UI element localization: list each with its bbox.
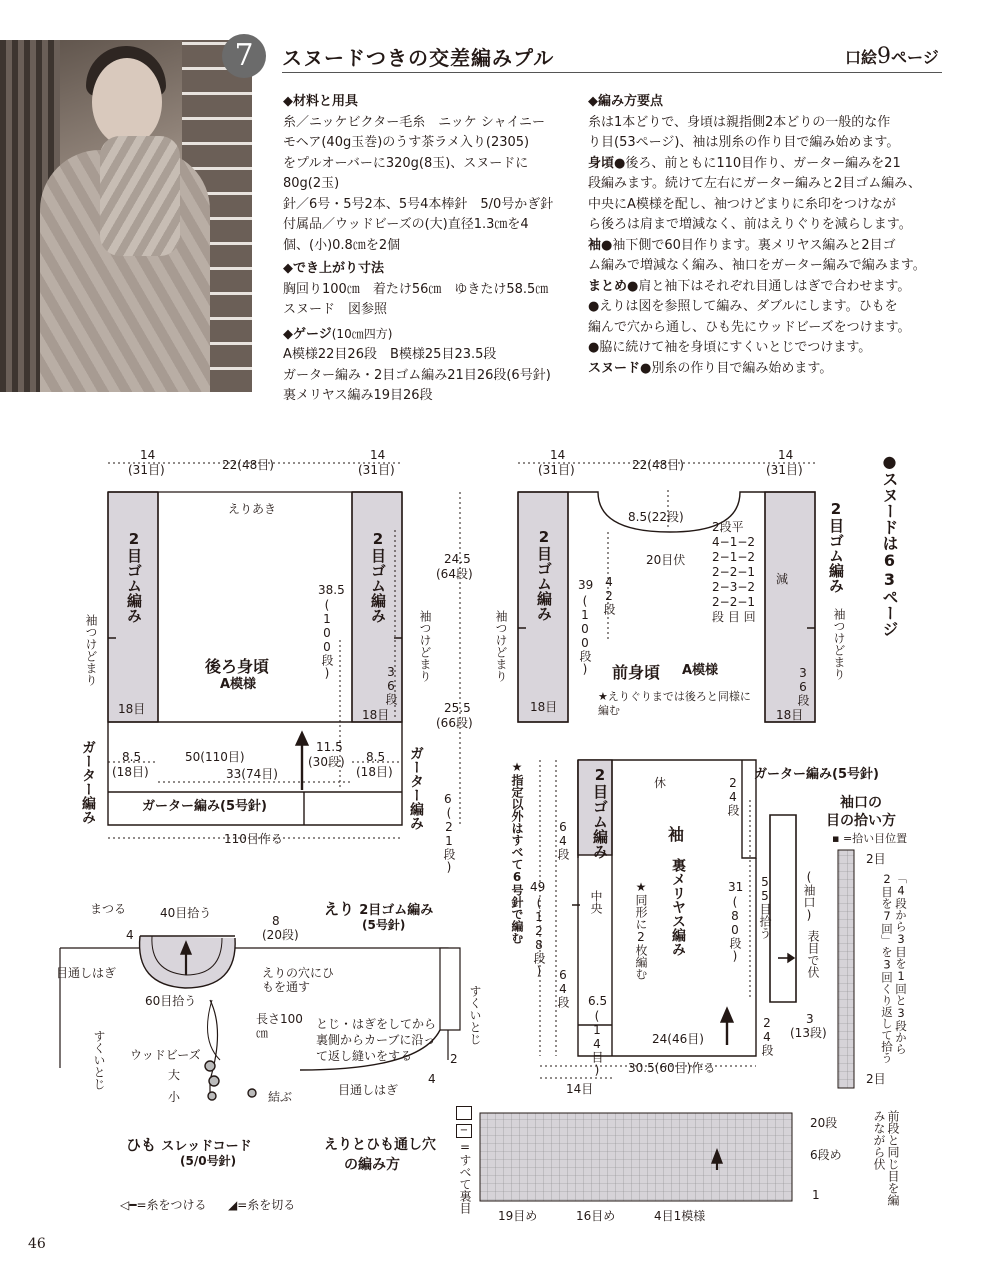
materials-line: 80g(2玉) bbox=[283, 176, 340, 191]
chart-legend-purl-icon: − bbox=[456, 1124, 472, 1138]
sleeve-name: 袖 bbox=[668, 825, 685, 844]
back-s18-right: 18目 bbox=[362, 708, 390, 722]
yarn-attach-legend: ◁━=糸をつける bbox=[120, 1198, 207, 1212]
front-s18-right: 18目 bbox=[776, 708, 804, 722]
collar-eight: 8 bbox=[272, 914, 280, 928]
gauge-unit: (10㎝四方) bbox=[331, 326, 393, 341]
back-garter-band: ガーター編み(5号針) bbox=[142, 799, 267, 814]
cuff-bottom: 2目 bbox=[866, 1072, 886, 1086]
sleeve-pattern: 裏メリヤス編み bbox=[670, 858, 686, 956]
front-rows36: 36段 bbox=[796, 666, 810, 706]
sleeve-h24a: 24段 bbox=[726, 776, 740, 816]
back-w115: 11.5 bbox=[316, 740, 343, 754]
back-width-left: 14 bbox=[140, 448, 156, 462]
back-side-h2-rows: (66段) bbox=[436, 716, 473, 730]
gauge-heading: ◆ゲージ bbox=[283, 326, 332, 342]
front-name: 前身頃 bbox=[612, 663, 661, 682]
materials-line: モヘア(40g玉巻)のうす茶ラメ入り(2305) bbox=[283, 135, 530, 150]
back-width-right: 14 bbox=[370, 448, 386, 462]
sleeve-pick55: 55目拾う bbox=[758, 875, 772, 939]
sleeve-w3-rows: (13段) bbox=[790, 1026, 827, 1040]
yarn-cut-legend: ◢=糸を切る bbox=[228, 1198, 296, 1212]
collar-mattress: すくいとじ bbox=[92, 1030, 106, 1090]
method-line: 袖●袖下側で60目作ります。裏メリヤス編みと2目ゴ bbox=[588, 237, 896, 253]
collar-two: 2 bbox=[450, 1052, 458, 1066]
front-width-left: 14 bbox=[550, 448, 566, 462]
collar-small: 小 bbox=[168, 1090, 181, 1104]
yarn-attach-icon: ◁━ bbox=[120, 1198, 137, 1212]
cord-title: ひも スレッドコード bbox=[126, 1136, 252, 1154]
collar-knot: 結ぶ bbox=[268, 1090, 293, 1104]
front-sleeve-stop-right: 袖つけどまり bbox=[832, 608, 846, 680]
front-neck-depth: 8.5(22段) bbox=[628, 510, 684, 524]
front-width-right-stitches: (31目) bbox=[766, 463, 803, 477]
front-bind-off: 20目伏 bbox=[646, 553, 686, 567]
back-name: 後ろ身頃 bbox=[205, 657, 270, 676]
collar-four: 4 bbox=[126, 928, 134, 942]
method-line: 段編みます。続けて左右にガーター編みと2目ゴム編み、 bbox=[588, 176, 922, 191]
method-line: 糸は1本どりで、身頃は親指側2本どりの一般的な作 bbox=[588, 114, 891, 130]
size-line: スヌード 図参照 bbox=[283, 302, 388, 317]
sleeve-h49-rows: (128段) bbox=[532, 896, 546, 978]
back-w50: 50(110目) bbox=[185, 750, 245, 764]
method-line: まとめ●肩と袖下はそれぞれ目通しはぎで合わせます。 bbox=[588, 278, 911, 294]
cuff-top: 2目 bbox=[866, 852, 886, 866]
sleeve-h24b: 24段 bbox=[760, 1016, 774, 1056]
back-cast-on: 110目作る bbox=[224, 832, 283, 846]
pattern-number: 7 bbox=[222, 34, 266, 78]
back-h1-rows: (100段) bbox=[320, 598, 334, 680]
back-w85-right: 8.5 bbox=[366, 750, 386, 764]
back-h6-rows: (21段) bbox=[442, 806, 456, 874]
materials-line: をプルオーバーに320g(8玉)、スヌードに bbox=[283, 155, 529, 171]
materials-heading: ◆材料と用具 bbox=[283, 94, 358, 109]
yarn-cut-icon: ◢ bbox=[228, 1198, 238, 1212]
back-pattern: A模様 bbox=[220, 677, 257, 692]
back-side-h2: 25.5 bbox=[444, 701, 471, 715]
chart-legend: =すべて裏目 bbox=[458, 1140, 472, 1214]
snood-ref: ●スヌードは63ページ bbox=[880, 452, 899, 637]
front-width-center: 22(48目) bbox=[632, 458, 684, 472]
back-garter-left: ガーター編み bbox=[80, 740, 96, 824]
front-dec-table: 2段平 4−1−2 2−1−2 2−2−1 2−3−2 2−2−1 段 目 回 bbox=[712, 520, 756, 624]
back-s18-left: 18目 bbox=[118, 702, 146, 716]
size-line: 胸回り100㎝ 着たけ56㎝ ゆきたけ58.5㎝ bbox=[283, 281, 549, 297]
chart-title1: えりとひも通し穴 bbox=[324, 1137, 436, 1153]
sleeve-bind-front: 表目で伏 bbox=[806, 930, 820, 978]
chart-c16: 16目め bbox=[576, 1209, 616, 1223]
chart-r1: 1 bbox=[812, 1188, 820, 1202]
cuff-title2: 目の拾い方 bbox=[826, 813, 896, 829]
chart-legend-blank-icon bbox=[456, 1106, 472, 1120]
method-line: ●えりは図を参照して編み、ダブルにします。ひもを bbox=[588, 299, 898, 314]
method-heading: ◆編み方要点 bbox=[588, 94, 663, 109]
sleeve-w14: 14目 bbox=[566, 1082, 594, 1096]
materials-line: 付属品／ウッドビーズの(大)直径1.3㎝を4 bbox=[283, 217, 529, 232]
front-pattern: A模様 bbox=[682, 663, 719, 678]
front-sleeve-stop-left: 袖つけどまり bbox=[494, 610, 508, 682]
materials-line: 針／6号・5号2本、5号4本棒針 5/0号かぎ針 bbox=[283, 196, 554, 212]
sleeve-h31-rows: (80段) bbox=[728, 895, 742, 963]
method-line: スヌード●別糸の作り目で編み始めます。 bbox=[588, 360, 833, 376]
page-number: 46 bbox=[28, 1236, 46, 1252]
pattern-title: スヌードつきの交差編みプル bbox=[282, 46, 555, 70]
back-garter-right: ガーター編み bbox=[408, 746, 424, 830]
method-line: ●脇に続けて袖を身頃にすくいとじでつけます。 bbox=[588, 340, 872, 355]
collar-pick40: 40目拾う bbox=[160, 906, 212, 920]
cuff-rule: 「4段から3目を1回と3段から2目を7回」を3回くり返して拾う bbox=[880, 872, 908, 1064]
collar-beads: ウッドビーズ bbox=[130, 1048, 201, 1062]
collar-kitchener2: 目通しはぎ bbox=[338, 1083, 399, 1097]
back-rib-left: 2目ゴム編み bbox=[125, 530, 143, 623]
back-h1: 38.5 bbox=[318, 583, 345, 597]
chart-c19: 19目め bbox=[498, 1209, 538, 1223]
back-w85-right-stitches: (18目) bbox=[356, 765, 393, 779]
chart-rep: 4目1模様 bbox=[654, 1209, 706, 1223]
collar-needle: (5号針) bbox=[362, 918, 406, 932]
sleeve-h49: 49 bbox=[530, 880, 546, 894]
size-heading: ◆でき上がり寸法 bbox=[283, 261, 384, 276]
front-h39: 39 bbox=[578, 578, 594, 592]
needle-note: ★指定以外はすべて6号針で編む bbox=[510, 760, 524, 944]
collar-mattress2: すくいとじ bbox=[468, 985, 482, 1045]
chart-bind: 前段と同じ目を編みながら伏 bbox=[872, 1110, 900, 1206]
sleeve-h64a: 64段 bbox=[556, 820, 570, 860]
materials-line: 糸／ニッケビクター毛糸 ニッケ シャイニー bbox=[283, 114, 546, 130]
method-line: ム編みで増減なく編み、袖口をガーター編みで編みます。 bbox=[588, 258, 926, 273]
sleeve-h65-stitches: (14目) bbox=[590, 1009, 604, 1077]
back-width-center: 22(48目) bbox=[222, 458, 274, 472]
chart-r6: 6段め bbox=[810, 1148, 842, 1162]
sleeve-rest: 休 bbox=[654, 776, 667, 790]
sleeve-w305: 30.5(60目)作る bbox=[628, 1061, 716, 1075]
chart-title2: の編み方 bbox=[344, 1157, 400, 1173]
back-rows36: 36段 bbox=[384, 665, 398, 705]
gauge-line: ガーター編み・2目ゴム編み21目26段(6号針) bbox=[283, 367, 551, 383]
sleeve-h65: 6.5 bbox=[588, 994, 608, 1008]
sleeve-cuff: (袖口) bbox=[802, 870, 816, 922]
materials-line: 個、(小)0.8㎝を2個 bbox=[283, 237, 401, 253]
method-line: 身頃●後ろ、前ともに110目作り、ガーター編みを21 bbox=[588, 155, 901, 171]
collar-seam-note: とじ・はぎをしてから裏側からカーブに沿って返し縫いをする bbox=[316, 1017, 437, 1063]
sleeve-h31: 31 bbox=[728, 880, 744, 894]
back-side-h: 24.5 bbox=[444, 552, 471, 566]
method-line: 編んで穴から通し、ひも先にウッドビーズをつけます。 bbox=[588, 319, 911, 335]
front-h42: 42段 bbox=[602, 575, 616, 615]
back-w85-left-stitches: (18目) bbox=[112, 765, 149, 779]
sleeve-note: ★同形に2枚編む bbox=[634, 880, 648, 980]
sleeve-h64b: 64段 bbox=[556, 968, 570, 1008]
collar-mattsuru: まつる bbox=[90, 902, 127, 916]
collar-kitchener: 目通しはぎ bbox=[56, 966, 117, 980]
back-h6: 6 bbox=[444, 792, 452, 806]
front-s18-left: 18目 bbox=[530, 700, 558, 714]
front-dec-label: 減 bbox=[776, 572, 789, 586]
back-w115-rows: (30段) bbox=[308, 755, 345, 769]
cuff-title1: 袖口の bbox=[840, 795, 882, 811]
back-sleeve-stop-left: 袖つけどまり bbox=[84, 614, 98, 686]
front-note: ★えりぐりまでは後ろと同様に編む bbox=[598, 690, 751, 717]
back-neck-label: えりあき bbox=[228, 502, 277, 516]
collar-pick60: 60目拾う bbox=[145, 994, 197, 1008]
collar-hole: えりの穴にひもを通す bbox=[262, 966, 335, 994]
cord-needle: (5/0号針) bbox=[180, 1154, 237, 1168]
back-w85-left: 8.5 bbox=[122, 750, 142, 764]
back-w33: 33(74目) bbox=[226, 767, 278, 781]
back-width-right-stitches: (31目) bbox=[358, 463, 395, 477]
chart-r20: 20段 bbox=[810, 1116, 838, 1130]
sleeve-garter: ガーター編み(5号針) bbox=[754, 767, 879, 782]
collar-four2: 4 bbox=[428, 1072, 436, 1086]
back-sleeve-stop-right: 袖つけどまり bbox=[418, 610, 432, 682]
sleeve-w3: 3 bbox=[806, 1012, 814, 1026]
gauge-line: A模様22目26段 B模様25目23.5段 bbox=[283, 347, 497, 362]
front-rib-right: 2目ゴム編み bbox=[827, 500, 845, 593]
method-line: ら後ろは肩まで増減なく、前はえりぐりを減らします。 bbox=[588, 217, 912, 232]
gauge-line: 裏メリヤス編み19目26段 bbox=[283, 388, 433, 403]
sleeve-center: 中央 bbox=[589, 890, 603, 914]
method-line: 中央にA模様を配し、袖つけどまりに糸印をつけなが bbox=[588, 196, 896, 212]
front-width-right: 14 bbox=[778, 448, 794, 462]
back-side-h-rows: (64段) bbox=[436, 567, 473, 581]
cuff-legend: ▪ =拾い目位置 bbox=[832, 832, 908, 845]
method-line: り目(53ページ)、袖は別糸の作り目で編み始めます。 bbox=[588, 135, 900, 150]
collar-title: えり 2目ゴム編み bbox=[324, 900, 434, 918]
front-h39-rows: (100段) bbox=[578, 594, 592, 676]
collar-big: 大 bbox=[168, 1068, 181, 1082]
collar-length: 長さ100㎝ bbox=[256, 1012, 303, 1040]
sleeve-w24: 24(46目) bbox=[652, 1032, 704, 1046]
back-rib-right: 2目ゴム編み bbox=[369, 530, 387, 623]
photo-page-ref: 口絵9ページ bbox=[845, 44, 939, 69]
sleeve-rib: 2目ゴム編み bbox=[591, 766, 609, 859]
collar-eight-rows: (20段) bbox=[262, 928, 299, 942]
back-width-left-stitches: (31目) bbox=[128, 463, 165, 477]
front-width-left-stitches: (31目) bbox=[538, 463, 575, 477]
front-rib-left: 2目ゴム編み bbox=[535, 528, 553, 621]
